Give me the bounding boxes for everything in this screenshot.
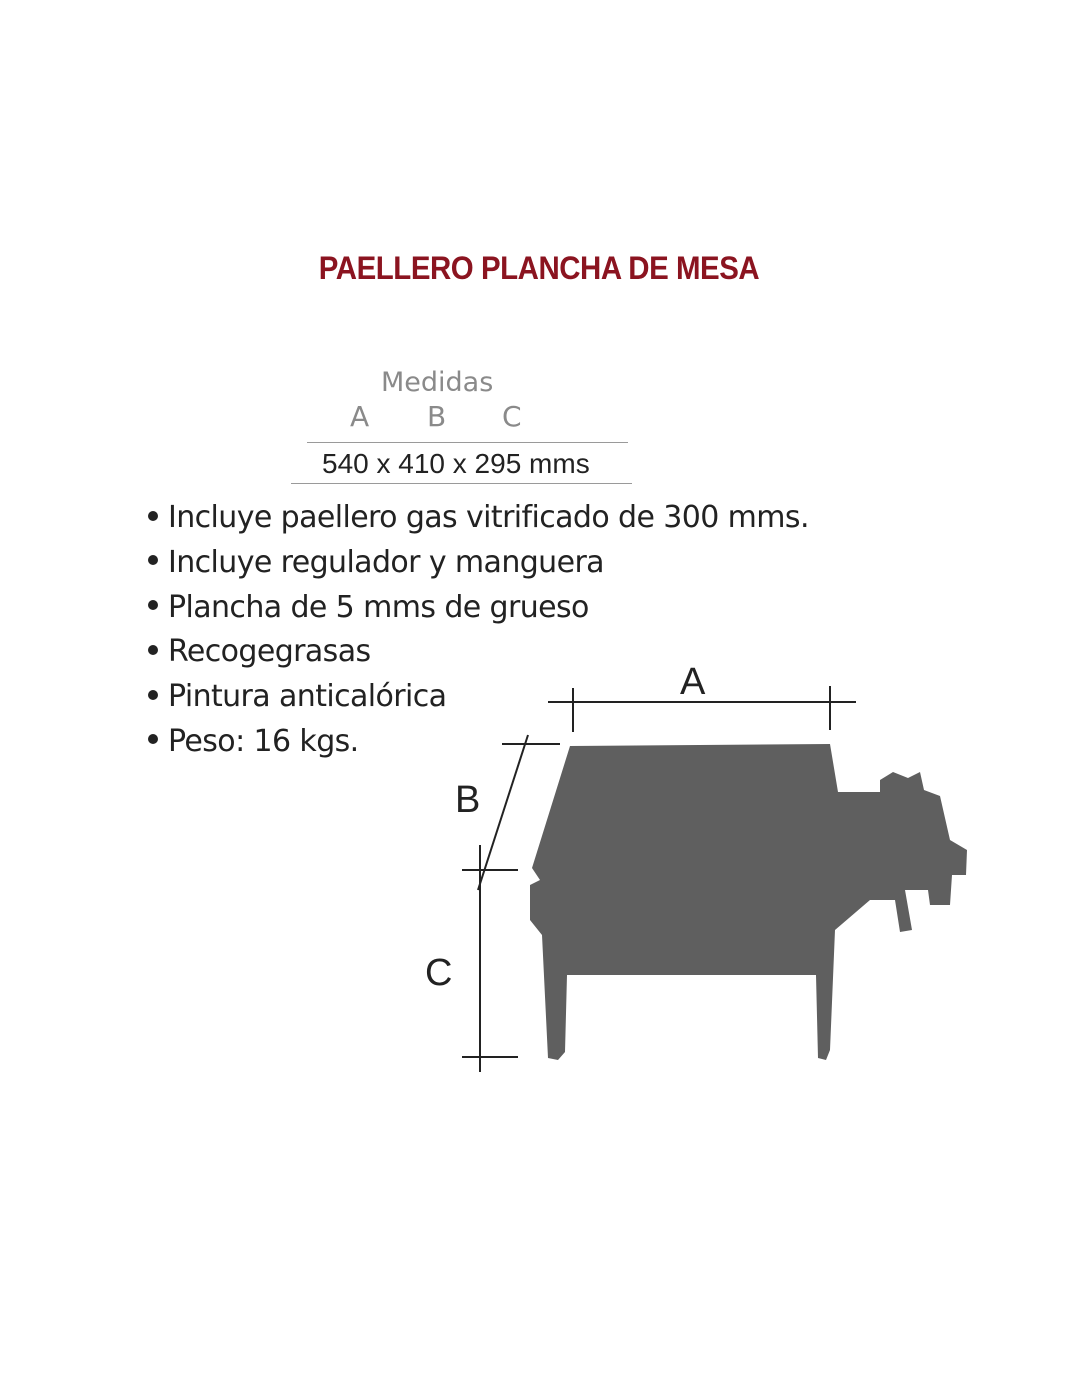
feature-text: Incluye paellero gas vitrificado de 300 mms.	[168, 500, 809, 535]
measure-letter-c: C	[502, 400, 522, 433]
measures-value: 540 x 410 x 295 mms	[322, 448, 590, 479]
dimension-c-label: C	[425, 952, 453, 994]
feature-text: Pintura anticalórica	[168, 679, 447, 715]
feature-text: Recogegrasas	[168, 634, 371, 670]
dimension-a-label: A	[680, 661, 706, 703]
griddle-silhouette	[530, 744, 967, 1060]
dimension-b-label: B	[455, 779, 481, 821]
measure-letter-b: B	[427, 400, 447, 433]
dimension-b-line	[478, 735, 528, 890]
feature-text: Incluye regulador y manguera	[168, 544, 604, 580]
measure-letter-a: A	[350, 400, 370, 433]
griddle-body-shape	[530, 744, 967, 1060]
feature-text: Plancha de 5 mms de grueso	[168, 589, 589, 625]
feature-text: Peso: 16 kgs.	[168, 723, 359, 759]
page-title: PAELLERO PLANCHA DE MESA	[318, 250, 760, 286]
measures-label: Medidas	[381, 367, 494, 398]
